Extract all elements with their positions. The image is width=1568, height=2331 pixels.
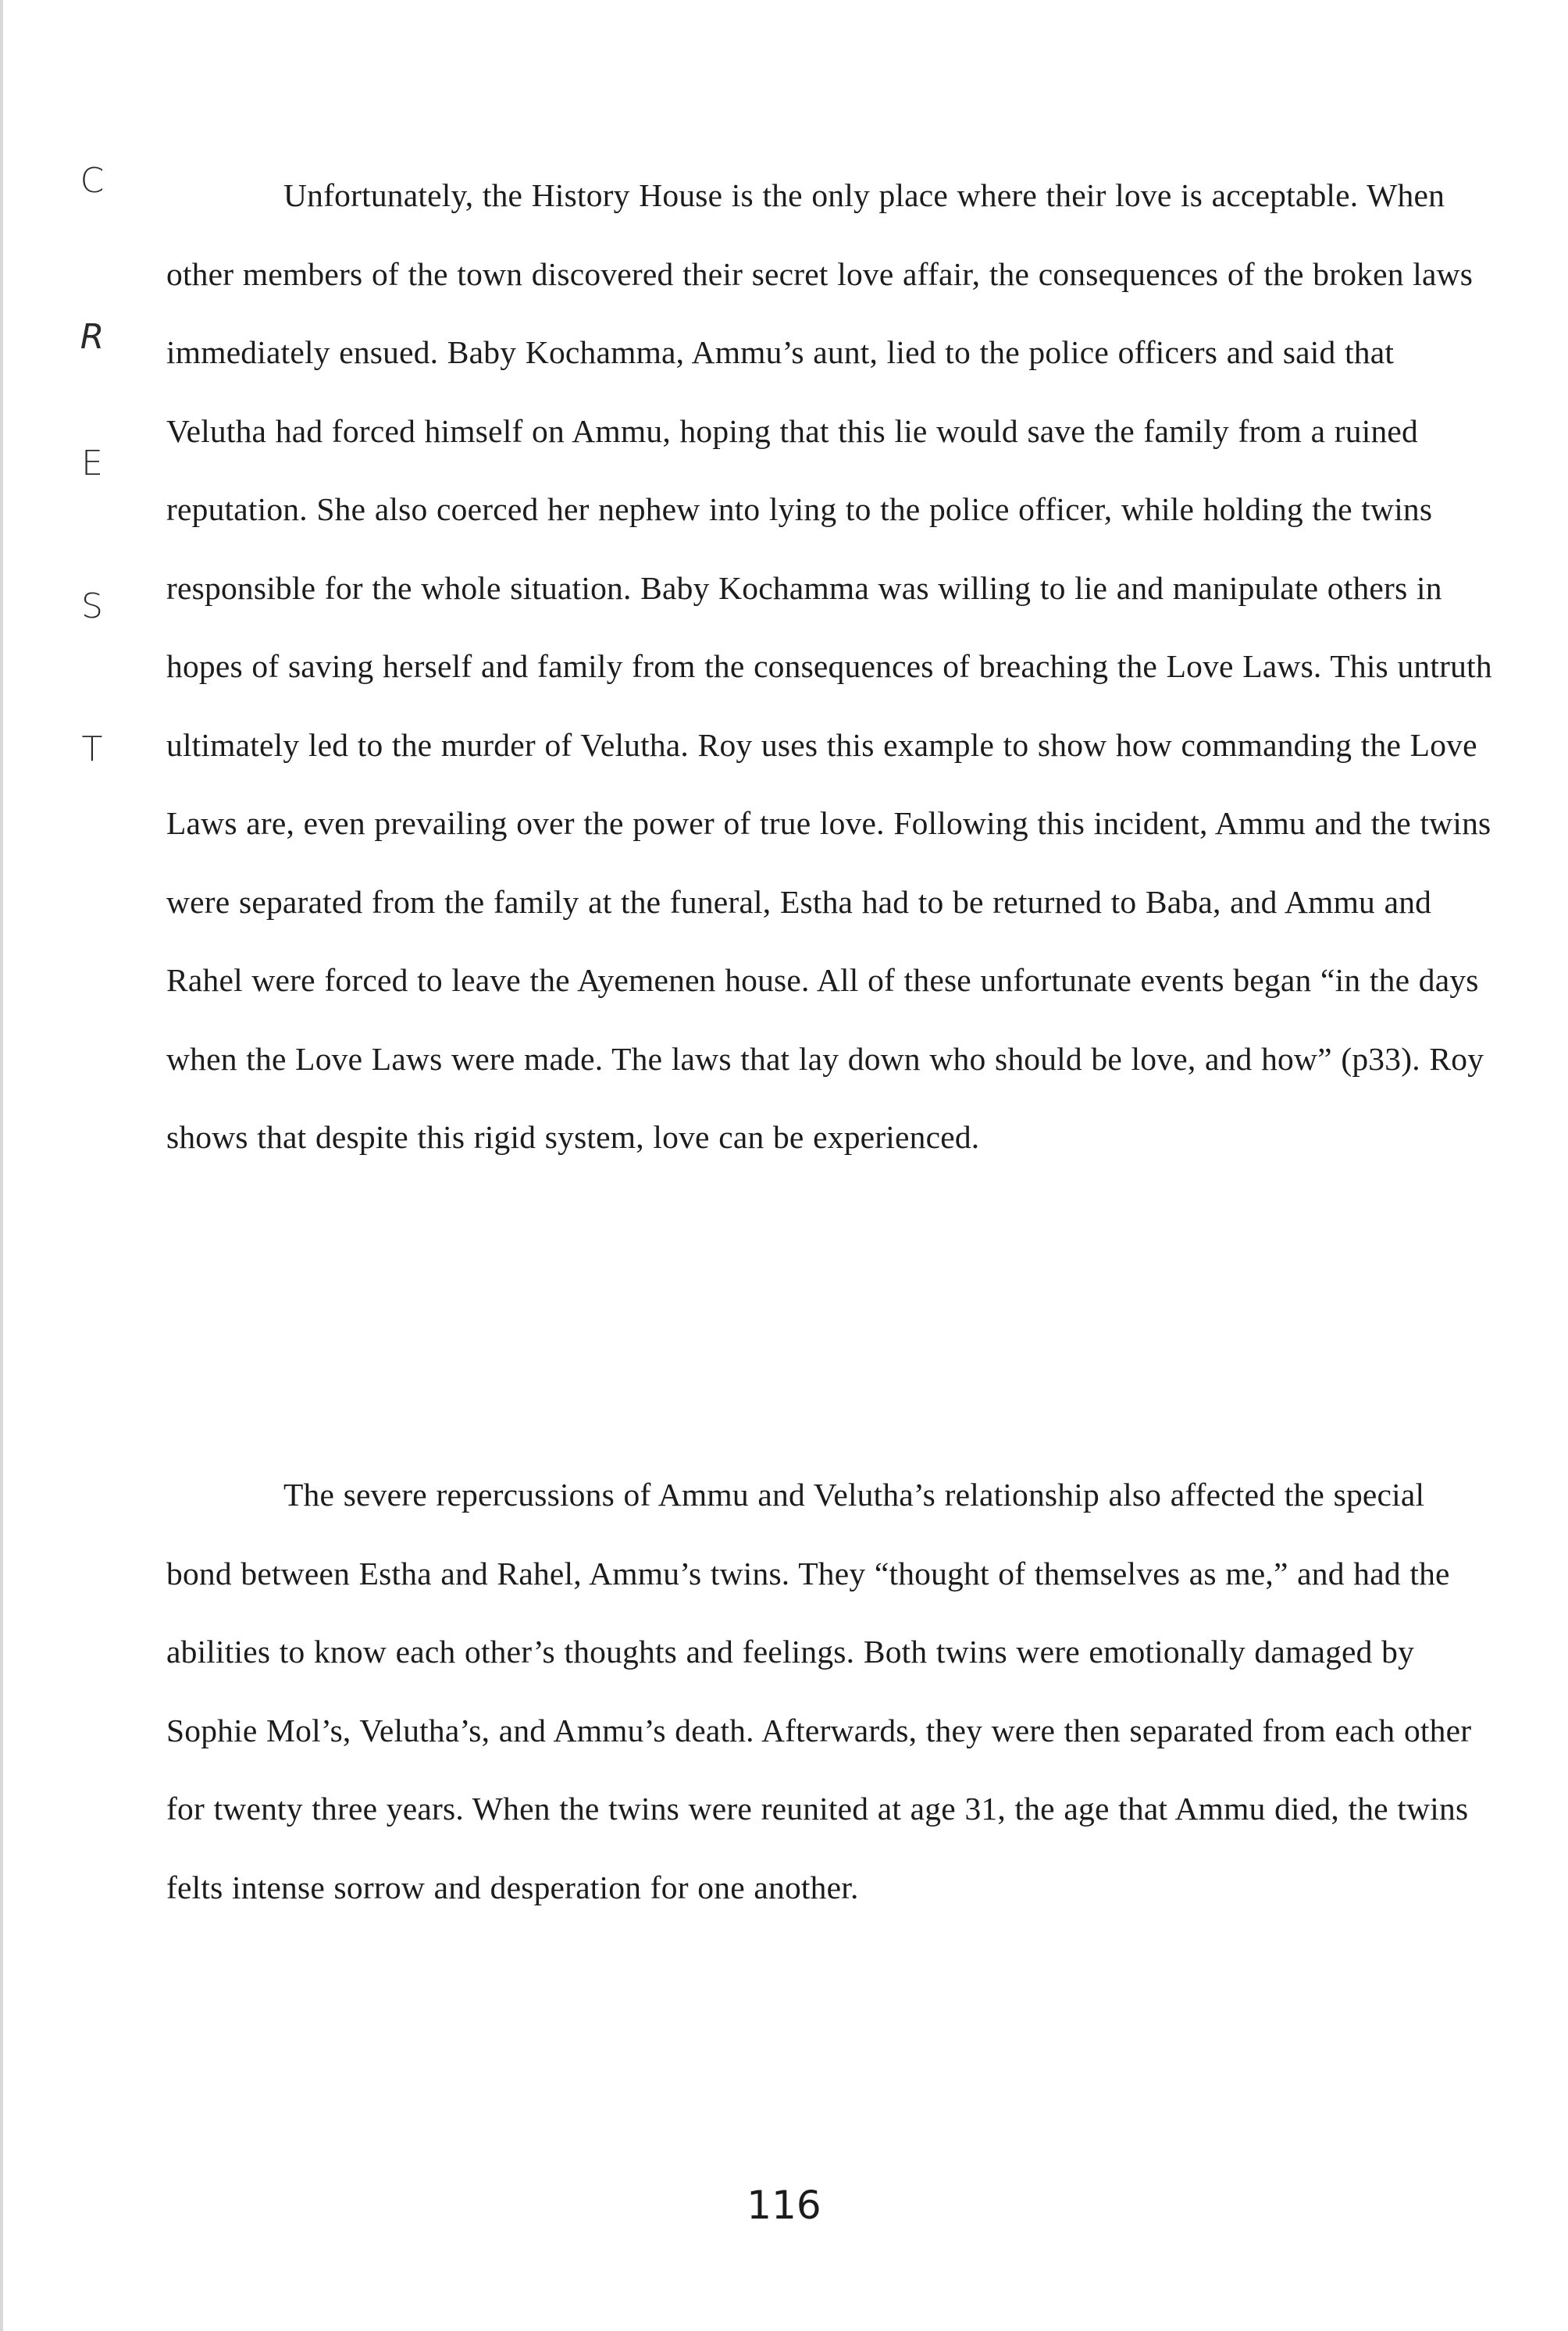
page-edge xyxy=(0,0,3,2331)
body-paragraph-2: The severe repercussions of Ammu and Velutha’s relationship also affected the special bond between Estha and Rahel, Ammu’s twins. They “thought of themselves as me,” and had the abilities to know each other’s thoughts and feelings. Both twins were emotionally damaged by Sophie Mol’s, Velutha’s, and Ammu’s death. Afterwards, they were then separated from each other for twenty three years. When the twins were reunited at age 31, the age that Ammu died, the twins felts intense sorrow and desperation for one another. xyxy=(166,1477,1472,1905)
margin-letter-c: C xyxy=(80,161,105,201)
body-paragraph-1: Unfortunately, the History House is the only place where their love is acceptable. When other members of the town discovered their secret love affair, the consequences of the broken laws immediately ensued. Baby Kochamma, Ammu’s aunt, lied to the police officers and said that Velutha had forced himself on Ammu, hoping that this lie would save the family from a ruined reputation. She also coerced her nephew into lying to the police officer, while holding the twins responsible for the whole situation. Baby Kochamma was willing to lie and manipulate others in hopes of saving herself and family from the consequences of breaching the Love Laws. This untruth ultimately led to the murder of Velutha. Roy uses this example to show how commanding the Love Laws are, even prevailing over the power of true love. Following this incident, Ammu and the twins were separated from the family at the funeral, Estha had to be returned to Baba, and Ammu and Rahel were forced to leave the Ayemenen house. All of these unfortunate events began “in the days when the Love Laws were made. The laws that lay down who should be love, and how” (p33). Roy shows that despite this rigid system, love can be experienced. xyxy=(166,177,1492,1155)
margin-letter-r: R xyxy=(80,317,105,357)
margin-letter-t: T xyxy=(81,729,103,769)
margin-letter-s: S xyxy=(81,586,103,626)
page-number: 116 xyxy=(747,2183,821,2228)
margin-letter-e: E xyxy=(81,444,103,483)
